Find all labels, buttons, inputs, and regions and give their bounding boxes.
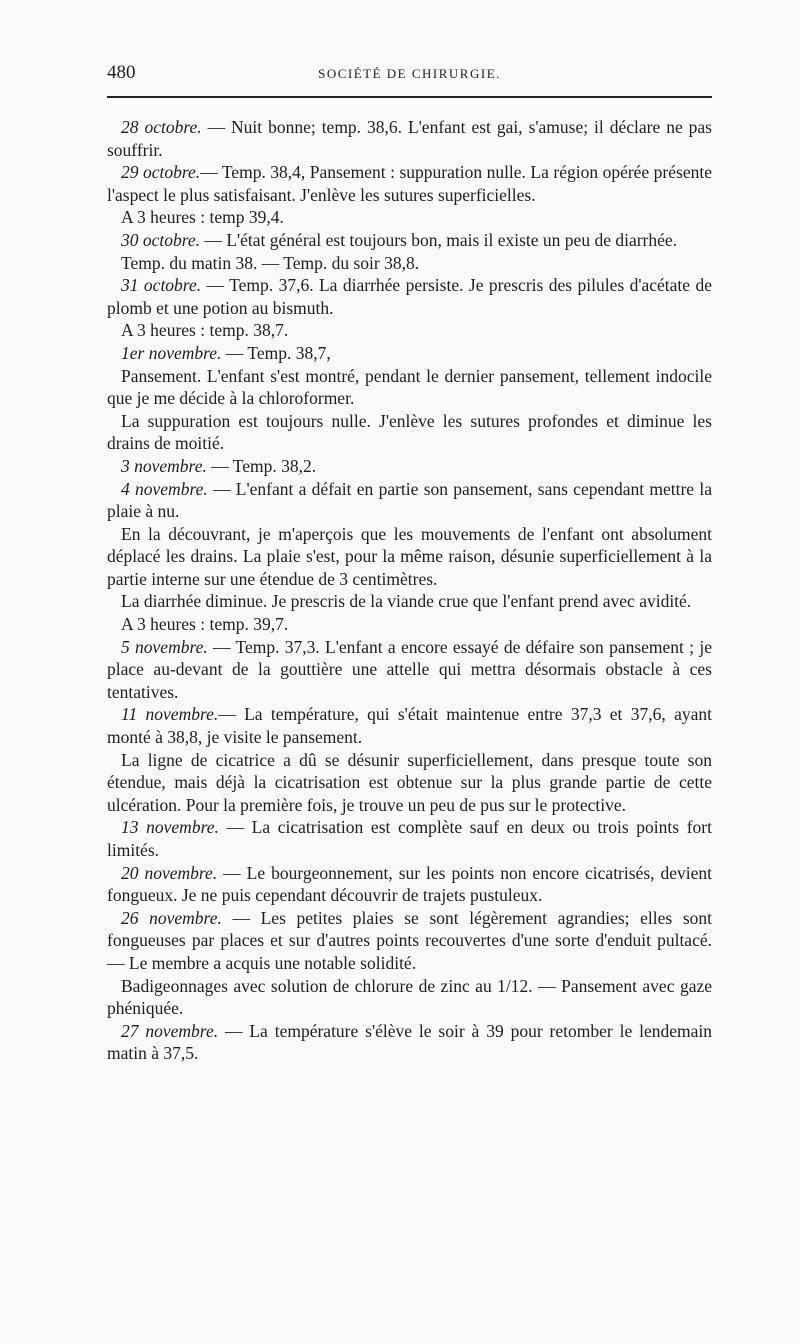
paragraph [107,252,712,275]
paragraph-date: 3 novembre. [121,455,207,476]
paragraph-text: — Temp. 37,6. La diarrhée persiste. Je prescris des pilules d'acétate de plomb et une potion au bismuth. [107,275,712,318]
paragraph [107,862,712,907]
paragraph [107,613,712,636]
body-text [107,116,712,1065]
paragraph-text: — Temp. 38,4, Pansement : suppuration nulle. La région opérée présente l'aspect le plus satisfaisant. J'enlève les sutures superficielles. [107,162,712,205]
paragraph [107,274,712,319]
paragraph [107,116,712,161]
paragraph-date: 5 novembre. [121,636,208,657]
paragraph-text: La ligne de cicatrice a dû se désunir superficiellement, dans presque toute son étendue, mais déjà la cicatrisation est obtenue sur la plus grande partie de cette ulcération. Pour la première fois, je trouve un peu de pus sur le protective. [107,749,712,815]
paragraph-date: 28 octobre. [121,117,202,137]
paragraph [107,410,712,455]
paragraph [107,206,712,229]
paragraph [107,229,712,252]
paragraph-text: Temp. du matin 38. — Temp. du soir 38,8. [121,252,420,273]
paragraph-text: — Temp. 38,7, [221,342,331,363]
paragraph [107,636,712,704]
paragraph-text: — Le bourgeonnement, sur les points non encore cicatrisés, devient fongueux. Je ne puis cependant découvrir de trajets pustuleux. [107,862,712,906]
paragraph [107,1020,712,1065]
paragraph-date: 1er novembre. [121,342,222,363]
paragraph-text: A 3 heures : temp 39,4. [121,207,284,228]
paragraph [107,749,712,817]
paragraph-date: 29 octobre. [121,162,201,183]
paragraph [107,523,712,591]
running-title: SOCIÉTÉ DE CHIRURGIE. [318,66,501,81]
paragraph-date: 27 novembre. [121,1020,219,1041]
paragraph [107,455,712,478]
paragraph-text: A 3 heures : temp. 39,7. [121,614,289,635]
page-number: 480 [107,62,136,83]
paragraph [107,365,712,410]
paragraph-date: 4 novembre. [121,478,208,499]
paragraph-text: La diarrhée diminue. Je prescris de la viande crue que l'enfant prend avec avidité. [121,591,692,612]
paragraph [107,319,712,342]
paragraph [107,907,712,975]
paragraph-text: — Temp. 38,2. [206,455,317,476]
paragraph-text: — Temp. 37,3. L'enfant a encore essayé de défaire son pansement ; je place au-devant de la gouttière une attelle qui mettra désormais obstacle à ces tentatives. [107,636,712,702]
paragraph [107,590,712,613]
paragraph-text: En la découvrant, je m'aperçois que les mouvements de l'enfant ont absolument déplacé les drains. La plaie s'est, pour la même raison, désunie superficiellement à la partie interne sur une étendue de 3 centimètres. [107,523,712,589]
paragraph-date: 31 octobre. [121,275,202,296]
paragraph-text: La suppuration est toujours nulle. J'enlève les sutures profondes et diminue les drains de moitié. [107,410,712,454]
paragraph-text: — La cicatrisation est complète sauf en deux ou trois points fort limités. [107,817,712,860]
paragraph-text: — La température, qui s'était maintenue entre 37,3 et 37,6, ayant monté à 38,8, je visite le pansement. [107,704,712,748]
paragraph [107,975,712,1020]
paragraph-text: Badigeonnages avec solution de chlorure de zinc au 1/12. — Pansement avec gaze phéniquée. [107,975,712,1019]
paragraph [107,161,712,206]
paragraph [107,816,712,861]
paragraph-text: Pansement. L'enfant s'est montré, pendant le dernier pansement, tellement indocile que je me décide à la chloroformer. [107,365,712,409]
paragraph [107,703,712,748]
paragraph-text: — Nuit bonne; temp. 38,6. L'enfant est gai, s'amuse; il déclare ne pas souffrir. [107,117,712,160]
paragraph [107,342,712,365]
paragraph-text: A 3 heures : temp. 38,7. [121,320,289,341]
header-rule [107,96,712,98]
paragraph [107,478,712,523]
paragraph-date: 13 novembre. [121,817,219,838]
paragraph-text: — L'enfant a défait en partie son pansement, sans cependant mettre la plaie à nu. [107,478,712,522]
paragraph-text: — La température s'élève le soir à 39 pour retomber le lendemain matin à 37,5. [107,1020,712,1064]
paragraph-date: 11 novembre. [121,704,219,725]
paragraph-date: 26 novembre. [121,907,222,928]
paragraph-date: 30 octobre. [121,229,201,250]
page-header [107,62,712,86]
paragraph-date: 20 novembre. [121,862,218,883]
paragraph-text: — L'état général est toujours bon, mais il existe un peu de diarrhée. [200,229,678,250]
paragraph-text: — Les petites plaies se sont légèrement agrandies; elles sont fongueuses par places et sur d'autres points recouvertes d'une sorte d'enduit pultacé. — Le membre a acquis une notable solidité. [107,907,713,973]
